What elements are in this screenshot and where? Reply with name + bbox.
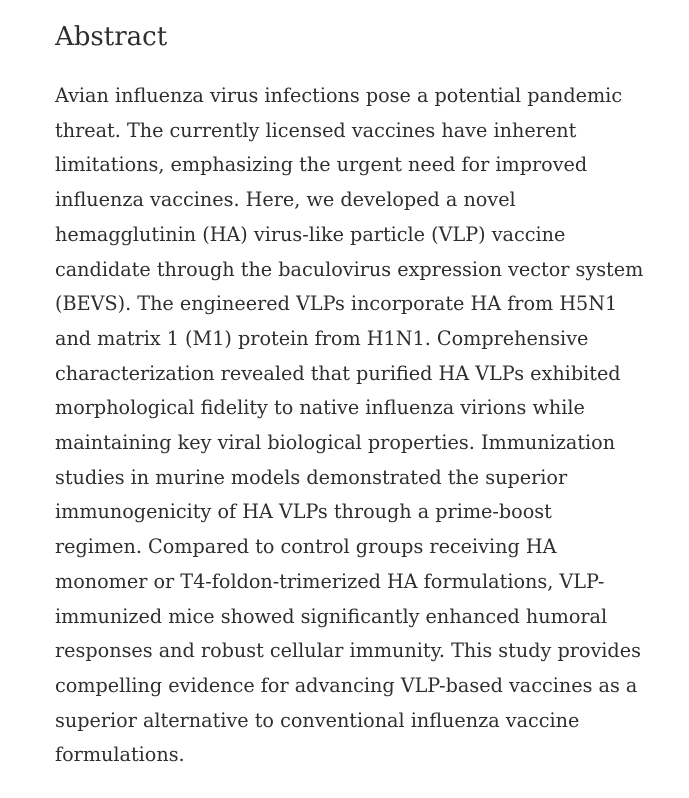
abstract-body <box>55 79 655 773</box>
abstract-line: responses and robust cellular immunity. This study provides <box>55 639 641 663</box>
abstract-line: immunized mice showed significantly enhanced humoral <box>55 604 608 628</box>
abstract-line: formulations. <box>55 743 185 767</box>
abstract-line: regimen. Compared to control groups receiving HA <box>55 535 557 559</box>
abstract-line: studies in murine models demonstrated the superior <box>55 465 568 489</box>
abstract-line: candidate through the baculovirus expression vector system <box>55 257 644 281</box>
abstract-line: monomer or T4-foldon-trimerized HA formulations, VLP- <box>55 569 605 593</box>
abstract-line: immunogenicity of HA VLPs through a prime-boost <box>55 500 552 524</box>
abstract-line: and matrix 1 (M1) protein from H1N1. Comprehensive <box>55 326 589 350</box>
abstract-line: compelling evidence for advancing VLP-based vaccines as a <box>55 673 638 697</box>
abstract-line: Avian influenza virus infections pose a potential pandemic <box>55 84 623 107</box>
abstract-line: influenza vaccines. Here, we developed a novel <box>55 188 516 212</box>
abstract-line: maintaining key viral biological properties. Immunization <box>55 431 616 455</box>
abstract-line: morphological fidelity to native influenza virions while <box>55 396 585 420</box>
abstract-line: limitations, emphasizing the urgent need for improved <box>55 153 588 177</box>
abstract-section <box>55 18 655 773</box>
abstract-line: (BEVS). The engineered VLPs incorporate HA from H5N1 <box>55 292 618 316</box>
abstract-line: characterization revealed that purified HA VLPs exhibited <box>55 361 621 385</box>
abstract-line: threat. The currently licensed vaccines have inherent <box>55 118 577 142</box>
abstract-heading: Abstract <box>55 22 168 52</box>
abstract-line: superior alternative to conventional influenza vaccine <box>55 708 580 732</box>
abstract-line: hemagglutinin (HA) virus-like particle (VLP) vaccine <box>55 222 566 246</box>
